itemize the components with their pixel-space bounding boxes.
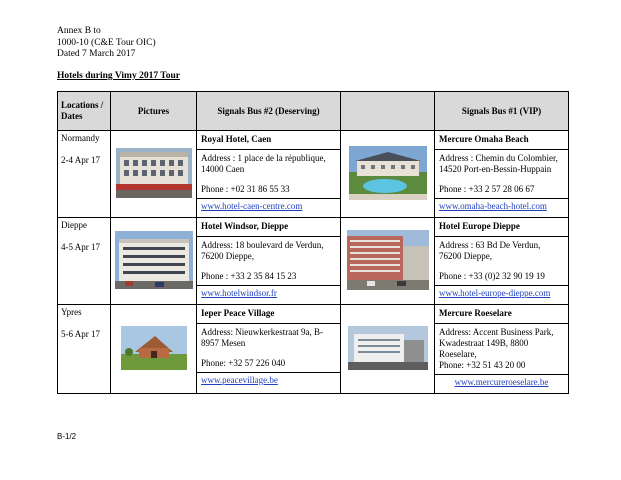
picture-cell	[341, 218, 435, 305]
hotel-phone: Phone : +33 2 57 28 06 67	[439, 184, 535, 194]
mercure-roeselare-photo	[348, 326, 428, 370]
hotel-name: Hotel Windsor, Dieppe	[197, 218, 340, 237]
hotel-europe-photo	[347, 230, 429, 290]
bus2-hotel-cell	[197, 218, 341, 305]
hotel-details	[435, 150, 568, 199]
hotel-name: Royal Hotel, Caen	[197, 131, 340, 150]
annex-line: Annex B to	[57, 26, 101, 36]
table-row	[58, 218, 569, 305]
hotel-details	[197, 150, 340, 199]
hotel-phone: Phone : +33 (0)2 32 90 19 19	[439, 271, 545, 281]
page-number: B-1/2	[57, 432, 77, 441]
location-name: Dieppe	[61, 220, 87, 230]
location-name: Ypres	[61, 307, 82, 317]
header-bus2: Signals Bus #2 (Deserving)	[197, 92, 341, 131]
royal-hotel-photo	[116, 148, 192, 198]
table-row	[58, 305, 569, 394]
mercure-omaha-photo	[349, 146, 427, 200]
header-blank	[341, 92, 435, 131]
location-cell	[58, 218, 111, 305]
hotel-phone: Phone : +02 31 86 55 33	[201, 184, 290, 194]
hotel-address: Address: 18 boulevard de Verdun, 76200 Dieppe,	[201, 240, 324, 261]
hotels-table	[57, 91, 569, 394]
bus2-hotel-cell	[197, 305, 341, 394]
annex-header	[57, 26, 156, 61]
reference-line: 1000-10 (C&E Tour OIC)	[57, 37, 156, 48]
bus2-hotel-cell	[197, 131, 341, 218]
table-row	[58, 131, 569, 218]
hotel-phone: Phone: +32 51 43 20 00	[439, 360, 526, 370]
hotel-name: Mercure Omaha Beach	[435, 131, 568, 150]
peace-village-photo	[121, 326, 187, 370]
hotel-address: Address : 1 place de la république, 14000 Caen	[201, 153, 326, 174]
hotel-details	[435, 237, 568, 286]
header-pictures: Pictures	[111, 92, 197, 131]
hotel-address: Address : Chemin du Colombier, 14520 Port-en-Bessin-Huppain	[439, 153, 558, 174]
hotel-website-link[interactable]: www.hotel-europe-dieppe.com	[439, 288, 551, 298]
picture-cell	[111, 131, 197, 218]
hotel-details	[197, 237, 340, 286]
hotel-website-link[interactable]: www.mercureroeselare.be	[454, 377, 549, 387]
picture-cell	[341, 131, 435, 218]
picture-cell	[111, 218, 197, 305]
location-dates: 4-5 Apr 17	[61, 242, 100, 252]
hotel-phone: Phone: +32 57 226 040	[201, 358, 286, 368]
bus1-hotel-cell	[435, 218, 569, 305]
location-name: Normandy	[61, 133, 100, 143]
bus1-hotel-cell	[435, 131, 569, 218]
hotel-name: Hotel Europe Dieppe	[435, 218, 568, 237]
date-line: Dated 7 March 2017	[57, 49, 136, 59]
picture-cell	[111, 305, 197, 394]
document-title: Hotels during Vimy 2017 Tour	[57, 71, 180, 81]
location-dates: 2-4 Apr 17	[61, 155, 100, 165]
location-cell	[58, 305, 111, 394]
header-bus1: Signals Bus #1 (VIP)	[435, 92, 569, 131]
hotel-name: Mercure Roeselare	[435, 305, 568, 324]
hotel-name: Ieper Peace Village	[197, 305, 340, 324]
hotel-details	[435, 324, 568, 375]
picture-cell	[341, 305, 435, 394]
hotel-phone: Phone : +33 2 35 84 15 23	[201, 271, 297, 281]
header-locations: Locations / Dates	[58, 92, 111, 131]
hotel-website-link[interactable]: www.hotelwindsor.fr	[201, 288, 277, 298]
hotel-address: Address: Accent Business Park, Kwadestraat 149B, 8800 Roeselare,	[439, 327, 554, 359]
hotel-website-link[interactable]: www.hotel-caen-centre.com	[201, 201, 303, 211]
hotel-address: Address: Nieuwkerkestraat 9a, B-8957 Mesen	[201, 327, 323, 348]
location-dates: 5-6 Apr 17	[61, 329, 100, 339]
hotel-website-link[interactable]: www.omaha-beach-hotel.com	[439, 201, 547, 211]
bus1-hotel-cell	[435, 305, 569, 394]
hotel-website-link[interactable]: www.peacevillage.be	[201, 375, 278, 385]
hotel-address: Address : 63 Bd De Verdun, 76200 Dieppe,	[439, 240, 541, 261]
hotel-windsor-photo	[115, 231, 193, 289]
hotel-details	[197, 324, 340, 373]
table-header-row	[58, 92, 569, 131]
location-cell	[58, 131, 111, 218]
